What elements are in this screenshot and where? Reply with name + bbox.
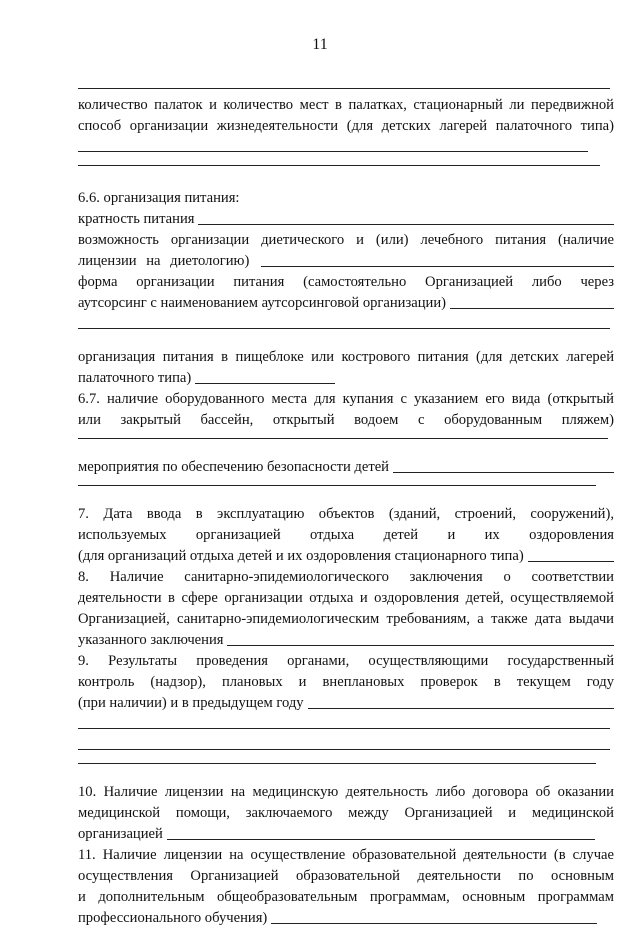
medical-license-row xyxy=(78,824,614,845)
inspections-field[interactable] xyxy=(308,708,614,709)
conclusion-date-row xyxy=(78,630,614,651)
label: аутсорсинг с наименованием аутсорсинговой организации) xyxy=(78,295,447,311)
text-line: осуществления Организацией образовательной деятельности по основным xyxy=(78,868,614,884)
text-line: 8. Наличие санитарно-эпидемиологического заключения о соответствии xyxy=(78,569,614,585)
medical-license-field[interactable] xyxy=(167,839,595,840)
document-body xyxy=(78,88,614,929)
label: организацией xyxy=(78,826,163,842)
text-line: и дополнительным общеобразовательным программам, основным программам xyxy=(78,889,614,905)
text-line: контроль (надзор), плановых и внеплановых проверок в текущем году xyxy=(78,674,614,690)
diet-license-row xyxy=(78,251,614,272)
education-license-row xyxy=(78,908,614,929)
education-license-field[interactable] xyxy=(271,923,597,924)
text-line: 11. Наличие лицензии на осуществление образовательной деятельности (в случае xyxy=(78,847,614,863)
blank-field[interactable] xyxy=(78,478,614,492)
text-line: форма организации питания (самостоятельно Организацией либо через xyxy=(78,274,614,290)
outsourcing-field[interactable] xyxy=(450,308,614,309)
camp-cooking-row xyxy=(78,368,614,389)
section-6-6-heading xyxy=(78,188,614,209)
text-line: способ организации жизнедеятельности (для детских лагерей палаточного типа) xyxy=(78,118,614,134)
outsourcing-row xyxy=(78,293,614,314)
text-line: медицинской помощи, заключаемого между Организацией и медицинской xyxy=(78,805,614,821)
text-line: количество палаток и количество мест в палатках, стационарный ли передвижной xyxy=(78,97,614,113)
blank-field[interactable] xyxy=(78,314,614,335)
text-line: возможность организации диетического и (или) лечебного питания (наличие xyxy=(78,232,614,248)
text-line: 9. Результаты проведения органами, осуществляющими государственный xyxy=(78,653,614,669)
blank-field[interactable] xyxy=(78,756,614,770)
blank-field[interactable] xyxy=(78,158,614,172)
label: указанного заключения xyxy=(78,632,224,648)
label: лицензии на диетологию) xyxy=(78,253,250,269)
text-line: 6.7. наличие оборудованного места для купания с указанием его вида (открытый xyxy=(78,391,614,407)
text-line: Организацией, санитарно-эпидемиологическим требованиям, а также дата выдачи xyxy=(78,611,614,627)
blank-field[interactable] xyxy=(78,735,614,756)
blank-field[interactable] xyxy=(78,137,614,158)
label: палаточного типа) xyxy=(78,370,192,386)
text-line: деятельности в сфере организации отдыха и оздоровления детей, осуществляемой xyxy=(78,590,614,606)
label: (при наличии) и в предыдущем году xyxy=(78,695,304,711)
label: (для организаций отдыха детей и их оздоровления стационарного типа) xyxy=(78,548,524,564)
label: профессионального обучения) xyxy=(78,910,268,926)
camp-cooking-field[interactable] xyxy=(195,383,335,384)
inspections-row xyxy=(78,693,614,714)
text-line: или закрытый бассейн, открытый водоем с оборудованным пляжем) xyxy=(78,412,614,428)
safety-field[interactable] xyxy=(393,472,614,473)
text-line: используемых организацией отдыха детей и их оздоровления xyxy=(78,527,614,543)
commission-date-row xyxy=(78,546,614,567)
diet-license-field[interactable] xyxy=(261,266,614,267)
page-number: 11 xyxy=(312,36,328,53)
label: мероприятия по обеспечению безопасности детей xyxy=(78,459,389,475)
text-line: 7. Дата ввода в эксплуатацию объектов (зданий, строений, сооружений), xyxy=(78,506,614,522)
text-line: 10. Наличие лицензии на медицинскую деятельность либо договора об оказании xyxy=(78,784,614,800)
safety-row xyxy=(78,457,614,478)
blank-field[interactable] xyxy=(78,431,614,445)
heading-text: 6.6. организация питания: xyxy=(78,190,240,206)
label: кратность питания xyxy=(78,211,195,227)
blank-field[interactable] xyxy=(78,714,614,735)
conclusion-date-field[interactable] xyxy=(227,645,614,646)
meal-frequency-field[interactable] xyxy=(198,224,614,225)
meal-frequency-row xyxy=(78,209,614,230)
text-line: организация питания в пищеблоке или кострового питания (для детских лагерей xyxy=(78,349,614,365)
commission-date-field[interactable] xyxy=(528,561,614,562)
